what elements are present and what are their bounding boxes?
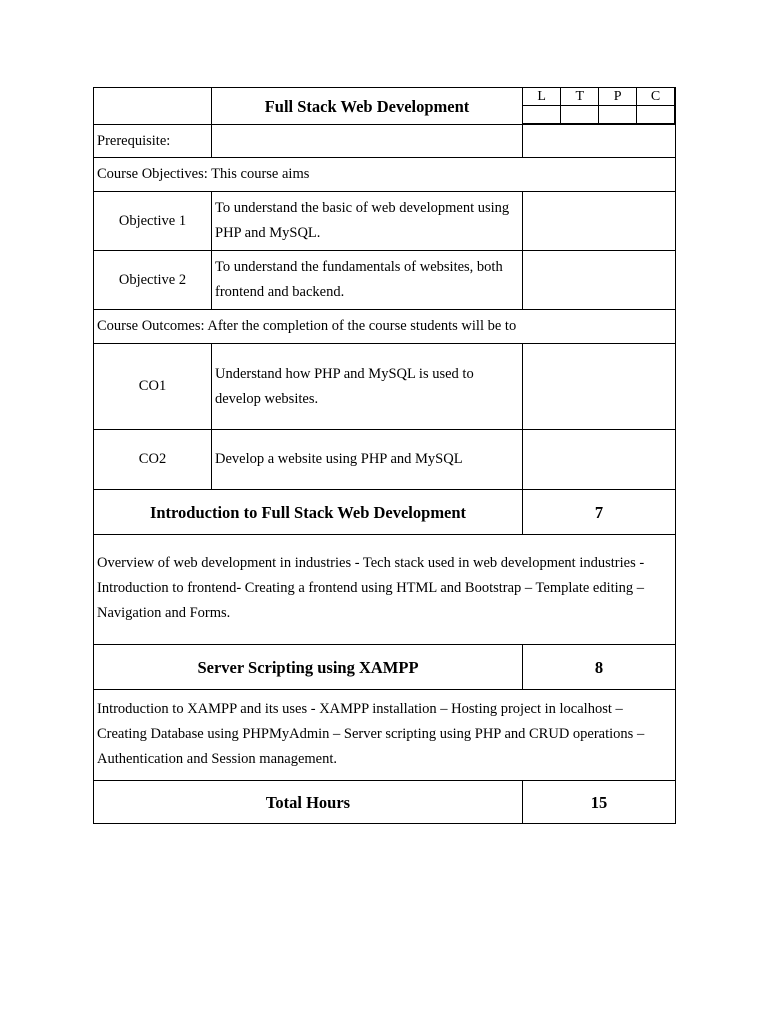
course-header-row — [94, 88, 676, 125]
unit-description-row — [94, 535, 676, 645]
course-code-cell — [94, 88, 212, 125]
ltpc-value-p — [599, 106, 637, 124]
unit-description: Overview of web development in industries - Tech stack used in web development industries - Introduction to frontend- Creating a frontend using HTML and Bootstrap – Template editing – Navigation and Forms. — [94, 535, 676, 645]
objective-extra — [523, 251, 676, 310]
ltpc-cell — [523, 88, 676, 125]
outcome-extra — [523, 430, 676, 490]
prerequisite-value — [212, 125, 523, 158]
objectives-heading-row — [94, 158, 676, 192]
ltpc-label-p: P — [599, 88, 637, 106]
prerequisite-extra — [523, 125, 676, 158]
outcome-text: Develop a website using PHP and MySQL — [212, 430, 523, 490]
outcomes-heading: Course Outcomes: After the completion of the course students will be to — [94, 310, 676, 344]
total-hours: 15 — [523, 781, 676, 824]
objective-text: To understand the fundamentals of websites, both frontend and backend. — [212, 251, 523, 310]
unit-title-row — [94, 645, 676, 690]
ltpc-table — [523, 88, 675, 124]
outcome-label: CO1 — [94, 344, 212, 430]
ltpc-value-t — [561, 106, 599, 124]
outcome-extra — [523, 344, 676, 430]
objective-row — [94, 192, 676, 251]
course-title: Full Stack Web Development — [212, 88, 523, 125]
unit-description-row — [94, 690, 676, 781]
objective-label: Objective 2 — [94, 251, 212, 310]
syllabus-table — [93, 87, 676, 824]
ltpc-value-l — [523, 106, 561, 124]
prerequisite-row — [94, 125, 676, 158]
objective-row — [94, 251, 676, 310]
unit-title-row — [94, 490, 676, 535]
outcome-row — [94, 344, 676, 430]
outcomes-heading-row — [94, 310, 676, 344]
unit-hours: 7 — [523, 490, 676, 535]
unit-hours: 8 — [523, 645, 676, 690]
objective-text: To understand the basic of web development using PHP and MySQL. — [212, 192, 523, 251]
total-row — [94, 781, 676, 824]
total-label: Total Hours — [94, 781, 523, 824]
ltpc-label-l: L — [523, 88, 561, 106]
ltpc-label-t: T — [561, 88, 599, 106]
objective-label: Objective 1 — [94, 192, 212, 251]
unit-description: Introduction to XAMPP and its uses - XAMPP installation – Hosting project in localhost – Creating Database using PHPMyAdmin – Server scripting using PHP and CRUD operations – Authentication and Session management. — [94, 690, 676, 781]
ltpc-label-c: C — [637, 88, 675, 106]
objective-extra — [523, 192, 676, 251]
unit-title: Server Scripting using XAMPP — [94, 645, 523, 690]
outcome-text: Understand how PHP and MySQL is used to develop websites. — [212, 344, 523, 430]
ltpc-value-c — [637, 106, 675, 124]
outcome-label: CO2 — [94, 430, 212, 490]
prerequisite-label: Prerequisite: — [94, 125, 212, 158]
objectives-heading: Course Objectives: This course aims — [94, 158, 676, 192]
unit-title: Introduction to Full Stack Web Development — [94, 490, 523, 535]
outcome-row — [94, 430, 676, 490]
